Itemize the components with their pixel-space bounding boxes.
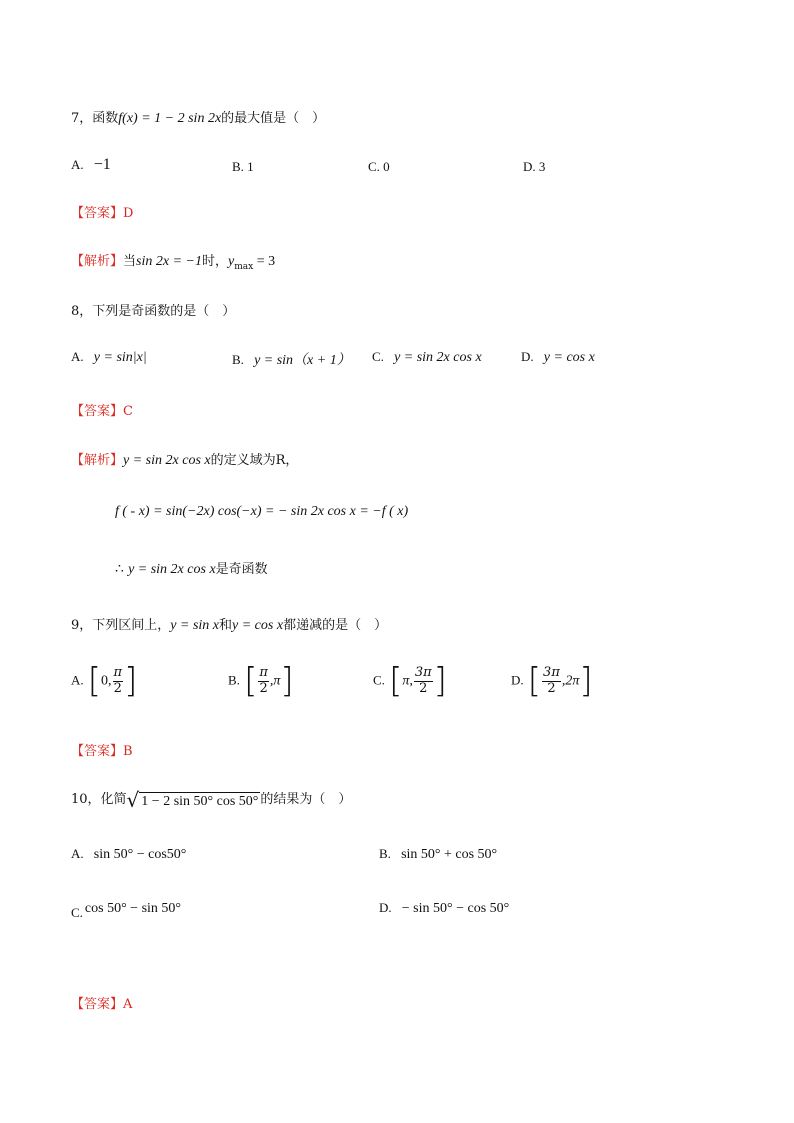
q8-analysis-tag: 【解析】 <box>71 453 124 468</box>
q7-option-d: D. 3 <box>523 159 546 174</box>
q7-analysis <box>71 250 275 272</box>
q8-stem: 8，下列是奇函数的是（ ） <box>71 304 236 319</box>
q7-option-a <box>71 156 111 174</box>
q9-option-a-left: 0, <box>101 673 112 689</box>
q8-analysis-text: 的定义域为R， <box>210 453 299 468</box>
q9-option-d-right: ,2π <box>561 673 580 689</box>
q9-answer-tag: 【答案】 <box>71 744 124 759</box>
q9-suffix: 都递减的是（ ） <box>283 618 388 633</box>
q9-option-b-right: ,π <box>269 673 281 689</box>
q10-option-a-label: A. <box>71 846 84 861</box>
q8-option-d-value: y = cos x <box>543 350 595 365</box>
q7-prefix: 7，函数 <box>71 111 119 126</box>
q7-answer-value: D <box>123 206 134 221</box>
q8-option-a-value: y = sin|x| <box>93 350 147 365</box>
q8-answer-value: C <box>123 404 133 419</box>
q10-answer <box>71 993 132 1012</box>
q9-option-a <box>71 661 138 701</box>
fraction: $\frac{3\pi}{2}$ <box>414 665 432 696</box>
q7-option-c: C. 0 <box>368 159 390 174</box>
q10-stem <box>71 788 351 810</box>
q7-answer-tag: 【答案】 <box>71 206 124 221</box>
q7-analysis-sub: max <box>234 262 254 272</box>
left-bracket: [ <box>389 661 403 701</box>
q7-analysis-mid: 时， <box>201 254 228 269</box>
q10-prefix: 10，化简 <box>71 792 127 807</box>
q10-option-d-label: D. <box>379 900 392 915</box>
q10-option-b-value: sin 50° + cos 50° <box>401 847 498 862</box>
q8-option-c-label: C. <box>372 349 384 364</box>
q7-option-a-label: A. <box>71 157 84 172</box>
q8-option-c <box>372 349 482 366</box>
q8-answer <box>71 400 133 419</box>
q8-analysis-line2: f ( - x) = sin(−2x) cos(−x) = − sin 2x cos x = −f ( x) <box>115 504 409 519</box>
right-bracket: ] <box>579 661 593 701</box>
q10-option-c-value: cos 50° − sin 50° <box>84 901 182 916</box>
q8-option-a-label: A. <box>71 349 84 364</box>
q10-option-d <box>379 900 509 917</box>
q9-option-a-label: A. <box>71 672 84 688</box>
q10-answer-value: A <box>123 997 133 1012</box>
q8-option-d <box>521 349 595 366</box>
q7-formula: f(x) = 1 − 2 sin 2x <box>118 111 222 126</box>
fraction: $\frac{\pi}{2}$ <box>113 665 123 696</box>
fraction: $\frac{\pi}{2}$ <box>259 665 268 696</box>
q9-prefix: 9，下列区间上， <box>71 618 171 633</box>
q10-option-d-value: − sin 50° − cos 50° <box>401 901 510 916</box>
q7-analysis-tag: 【解析】 <box>71 254 124 269</box>
q9-option-c <box>373 661 447 701</box>
q8-analysis <box>71 449 298 469</box>
q9-option-d-label: D. <box>511 672 524 688</box>
q7-option-b: B. 1 <box>232 159 254 174</box>
q9-func2: y = cos x <box>232 618 284 633</box>
fraction: $\frac{3\pi}{2}$ <box>543 665 560 696</box>
q10-option-b-label: B. <box>379 846 391 861</box>
q9-option-c-left: π, <box>402 673 413 689</box>
left-bracket: [ <box>527 661 542 701</box>
therefore-symbol: ∴ <box>115 562 124 577</box>
left-bracket: [ <box>244 661 258 701</box>
q10-option-a <box>71 846 186 863</box>
q7-analysis-pre: 当 <box>123 254 137 269</box>
q8-option-a <box>71 349 147 366</box>
q7-answer <box>71 202 133 221</box>
q8-option-b-label: B. <box>232 352 244 367</box>
q8-answer-tag: 【答案】 <box>71 404 124 419</box>
q9-answer <box>71 740 133 759</box>
q7-suffix: 的最大值是（ ） <box>221 111 326 126</box>
q8-option-b <box>232 349 351 369</box>
q8-analysis-line3-formula: y = sin 2x cos x <box>128 562 216 577</box>
q10-option-c <box>71 900 182 920</box>
q9-option-b-label: B. <box>228 672 240 688</box>
right-bracket: ] <box>124 661 138 701</box>
q9-answer-value: B <box>123 744 133 759</box>
q10-suffix: 的结果为（ ） <box>260 792 352 807</box>
right-bracket: ] <box>433 661 447 701</box>
q8-analysis-formula: y = sin 2x cos x <box>123 453 211 468</box>
q10-option-c-label: C. <box>71 905 83 920</box>
q9-option-c-label: C. <box>373 672 385 688</box>
q9-option-d <box>511 661 593 701</box>
q7-option-a-value: −1 <box>93 156 111 173</box>
q7-analysis-y: y <box>228 254 235 269</box>
q8-option-d-label: D. <box>521 349 534 364</box>
q8-analysis-line3 <box>115 558 268 578</box>
q10-option-b <box>379 846 497 863</box>
q8-analysis-line3-text: 是奇函数 <box>215 562 268 577</box>
q10-radicand: 1 − 2 sin 50° cos 50° <box>141 794 259 810</box>
radical-icon: √ <box>126 787 140 812</box>
q10-option-a-value: sin 50° − cos50° <box>93 847 187 862</box>
q8-option-b-value: y = sin（x + 1） <box>254 353 351 368</box>
square-root <box>126 787 261 812</box>
q9-stem <box>71 614 387 634</box>
q7-analysis-cond: sin 2x = −1 <box>136 254 202 269</box>
q7-analysis-result: = 3 <box>253 254 276 269</box>
q7-stem <box>71 107 325 127</box>
q9-and: 和 <box>219 618 233 633</box>
right-bracket: ] <box>280 661 294 701</box>
q8-option-c-value: y = sin 2x cos x <box>394 350 482 365</box>
q10-answer-tag: 【答案】 <box>71 997 124 1012</box>
q9-func1: y = sin x <box>170 618 219 633</box>
q9-option-b <box>228 661 294 701</box>
left-bracket: [ <box>87 661 102 701</box>
